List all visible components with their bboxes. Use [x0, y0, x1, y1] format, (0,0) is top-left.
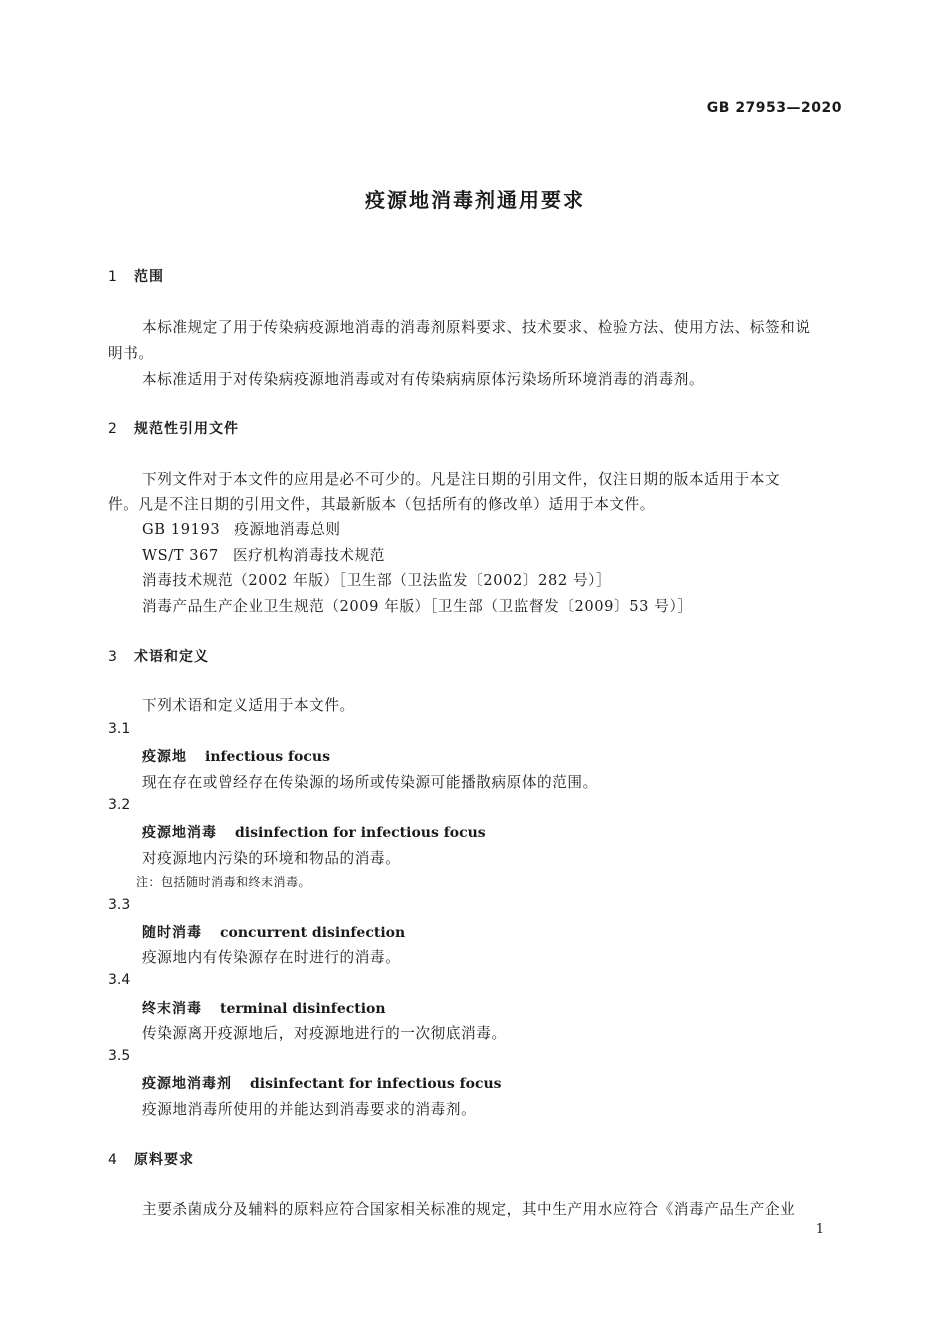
reference-item — [142, 544, 385, 565]
term-definition: 疫源地内有传染源存在时进行的消毒。 — [142, 949, 401, 966]
section-1-heading — [108, 266, 164, 286]
term-note: 注：包括随时消毒和终末消毒。 — [136, 875, 312, 889]
term-heading — [142, 922, 405, 942]
section-title: 范围 — [134, 269, 164, 285]
reference-title: 消毒产品生产企业卫生规范（2009 年版）［卫生部（卫监督发〔2009〕53 号）］ — [142, 598, 693, 615]
term-definition: 传染源离开疫源地后，对疫源地进行的一次彻底消毒。 — [142, 1025, 507, 1042]
term-heading — [142, 998, 386, 1018]
paragraph: 主要杀菌成分及辅料的原料应符合国家相关标准的规定，其中生产用水应符合《消毒产品生产企业 — [142, 1201, 796, 1218]
section-3-heading — [108, 646, 209, 666]
paragraph: 下列术语和定义适用于本文件。 — [142, 697, 355, 714]
reference-code: WS/T 367 — [142, 547, 219, 564]
section-number: 1 — [108, 269, 118, 285]
term-en: disinfection for infectious focus — [235, 825, 486, 841]
paragraph: 本标准适用于对传染病疫源地消毒或对有传染病病原体污染场所环境消毒的消毒剂。 — [142, 371, 705, 388]
term-zh: 随时消毒 — [142, 925, 202, 941]
term-en: terminal disinfection — [220, 1001, 386, 1017]
page-number: 1 — [815, 1222, 824, 1237]
reference-code: GB 19193 — [142, 521, 221, 538]
document-title: 疫源地消毒剂通用要求 — [365, 188, 585, 212]
term-zh: 终末消毒 — [142, 1001, 202, 1017]
term-en: concurrent disinfection — [220, 925, 406, 941]
term-definition: 对疫源地内污染的环境和物品的消毒。 — [142, 850, 401, 867]
section-title: 原料要求 — [134, 1152, 194, 1168]
paragraph: 下列文件对于本文件的应用是必不可少的。凡是注日期的引用文件，仅注日期的版本适用于本文 — [142, 471, 781, 488]
term-number: 3.2 — [108, 797, 131, 813]
paragraph: 本标准规定了用于传染病疫源地消毒的消毒剂原料要求、技术要求、检验方法、使用方法、标签和说 — [142, 319, 811, 336]
reference-title: 疫源地消毒总则 — [234, 521, 341, 538]
section-number: 2 — [108, 421, 118, 437]
section-2-heading — [108, 418, 239, 438]
term-zh: 疫源地消毒 — [142, 825, 217, 841]
reference-title: 医疗机构消毒技术规范 — [232, 547, 385, 564]
section-title: 规范性引用文件 — [134, 421, 239, 437]
term-number: 3.5 — [108, 1048, 131, 1064]
term-en: disinfectant for infectious focus — [250, 1076, 502, 1092]
paragraph: 件。凡是不注日期的引用文件，其最新版本（包括所有的修改单）适用于本文件。 — [108, 496, 655, 513]
term-number: 3.3 — [108, 897, 131, 913]
term-zh: 疫源地消毒剂 — [142, 1076, 232, 1092]
term-heading — [142, 746, 330, 766]
term-heading — [142, 822, 486, 842]
section-number: 4 — [108, 1152, 118, 1168]
paragraph: 明书。 — [108, 345, 154, 362]
reference-item — [142, 569, 611, 590]
term-number: 3.4 — [108, 972, 131, 988]
term-definition: 现在存在或曾经存在传染源的场所或传染源可能播散病原体的范围。 — [142, 774, 598, 791]
term-en: infectious focus — [205, 749, 330, 765]
term-number: 3.1 — [108, 721, 131, 737]
section-title: 术语和定义 — [134, 649, 209, 665]
term-zh: 疫源地 — [142, 749, 187, 765]
standard-code: GB 27953—2020 — [706, 100, 842, 116]
reference-item — [142, 595, 693, 616]
term-heading — [142, 1073, 502, 1093]
reference-title: 消毒技术规范（2002 年版）［卫生部（卫法监发〔2002〕282 号）］ — [142, 572, 612, 589]
section-number: 3 — [108, 649, 118, 665]
section-4-heading — [108, 1149, 194, 1169]
term-definition: 疫源地消毒所使用的并能达到消毒要求的消毒剂。 — [142, 1101, 477, 1118]
reference-item — [142, 518, 341, 539]
